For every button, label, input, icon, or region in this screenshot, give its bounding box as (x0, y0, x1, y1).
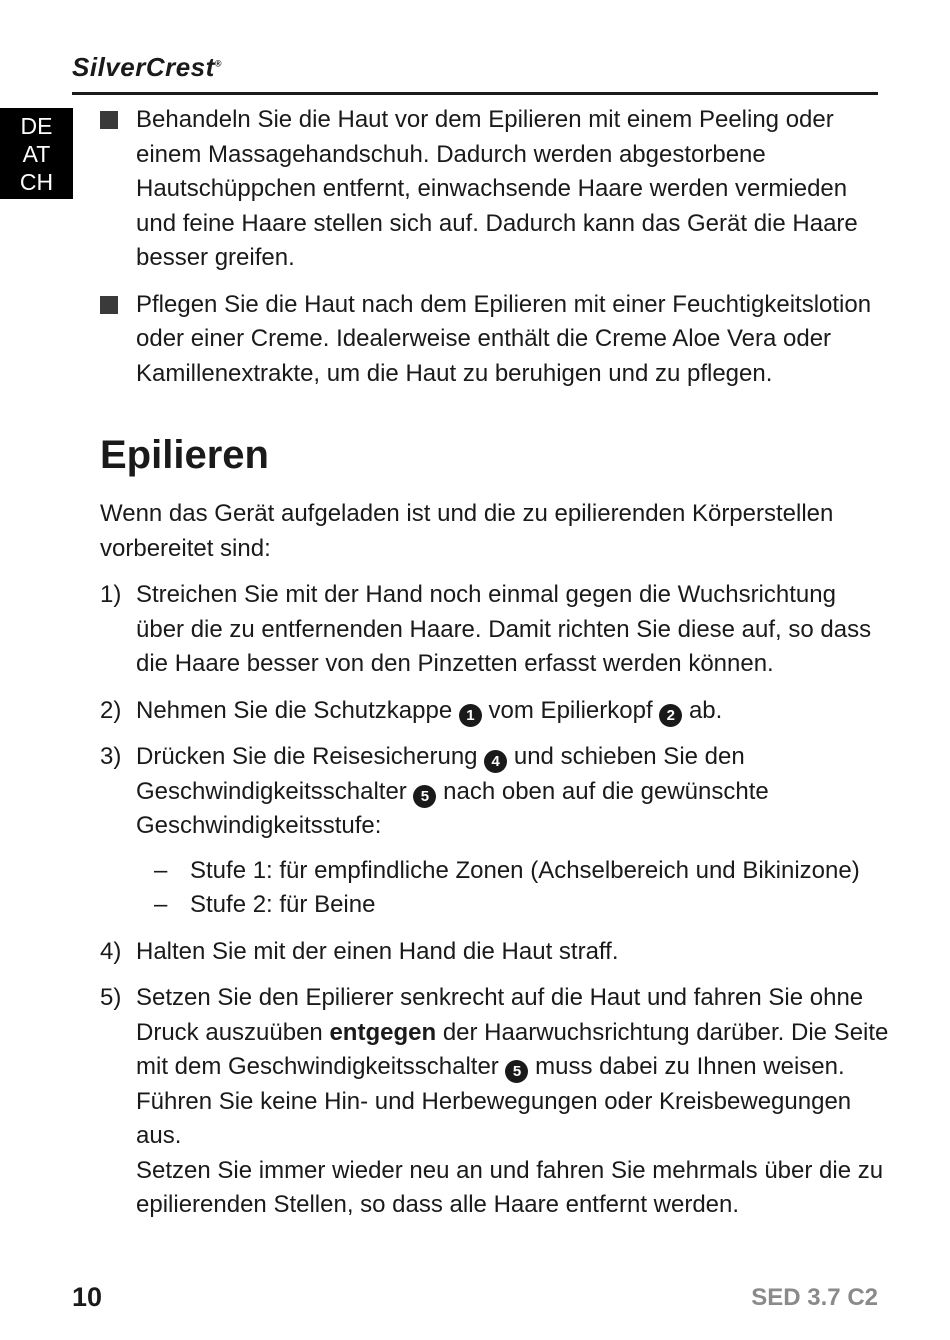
section-intro: Wenn das Gerät aufgeladen ist und die zu epilierenden Körperstellen vorbereitet sind: (100, 500, 834, 562)
step-text: und schieben Sie den Geschwindigkeitsschalter (136, 743, 745, 805)
model-number: SED 3.7 C2 (751, 1284, 878, 1311)
lang-at: AT (22, 141, 51, 167)
bullet-item (100, 288, 890, 392)
bullet-item (100, 103, 890, 276)
step-text: nach oben auf die gewünschte Geschwindigkeitsstufe: (136, 777, 769, 839)
step-text: Drücken Sie die Reisesicherung (136, 743, 478, 770)
registered-mark: ® (214, 58, 222, 69)
step-number: 4) (100, 937, 122, 965)
dash-bullet: – (154, 856, 168, 884)
lang-de: DE (20, 113, 53, 139)
step-3 (100, 740, 890, 923)
step-number: 3) (100, 743, 122, 770)
page-number: 10 (72, 1282, 103, 1312)
step-text: vom Epilierkopf (488, 696, 653, 724)
language-tab (0, 108, 73, 199)
speed-level-text: Stufe 1: für empfindliche Zonen (Achselbereich und Bikinizone) (190, 856, 860, 884)
bullet-text: Behandeln Sie die Haut vor dem Epilieren mit einem Peeling oder einem Massagehandschuh. Dadurch werden abgestorbene Hautschüppchen entfernt, einwachsende Haare werden vermieden und feine Haare stellen sich auf. Dadurch kann das Gerät die Haare besser greifen. (136, 106, 858, 271)
step-text: der Haarwuchsrichtung darüber. Die Seite mit dem Geschwindigkeitsschalter (136, 1018, 889, 1080)
step-4 (100, 935, 890, 970)
reference-number-icon: 5 (505, 1060, 528, 1083)
step-text: Streichen Sie mit der Hand noch einmal gegen die Wuchsrichtung über die zu entfernenden Haare. Damit richten Sie diese auf, so dass die Haare besser von den Pinzetten erfasst werden können. (136, 581, 872, 677)
reference-number-icon: 1 (459, 704, 482, 727)
speed-level-item (136, 854, 890, 889)
square-bullet-icon (100, 111, 118, 129)
dash-bullet: – (154, 891, 168, 918)
step-number: 5) (100, 984, 122, 1011)
step-number: 1) (100, 581, 122, 608)
page-content (100, 103, 890, 1235)
reference-number-icon: 4 (484, 750, 507, 773)
speed-level-text: Stufe 2: für Beine (190, 891, 376, 918)
brand-logo (72, 52, 222, 83)
reference-number-icon: 5 (413, 785, 436, 808)
section-title: Epilieren (100, 433, 269, 477)
step-continuation: Setzen Sie immer wieder neu an und fahren Sie mehrmals über die zu epilierenden Stellen, so dass alle Haare entfernt werden. (136, 1156, 884, 1218)
step-text: Nehmen Sie die Schutzkappe (136, 696, 453, 724)
step-text: muss dabei zu Ihnen weisen. Führen Sie keine Hin- und Herbewegungen oder Kreisbewegungen aus. (136, 1053, 852, 1149)
step-text: Setzen Sie den Epilierer senkrecht auf die Haut und fahren Sie ohne Druck auszuüben (136, 984, 864, 1046)
reference-number-icon: 2 (659, 704, 682, 727)
step-2 (100, 694, 890, 729)
step-5 (100, 981, 890, 1223)
header-rule (72, 92, 878, 95)
step-text: ab. (688, 696, 723, 724)
speed-levels-list (136, 854, 890, 923)
step-text: Halten Sie mit der einen Hand die Haut straff. (136, 937, 619, 965)
square-bullet-icon (100, 296, 118, 314)
brand-name: SilverCrest (72, 52, 215, 82)
emphasis-text: entgegen (329, 1018, 437, 1046)
step-1 (100, 578, 890, 682)
bullet-text: Pflegen Sie die Haut nach dem Epilieren mit einer Feuchtigkeitslotion oder einer Creme. Idealerweise enthält die Creme Aloe Vera oder Kamillenextrakte, um die Haut zu beruhigen und zu pflegen. (136, 290, 872, 387)
speed-level-item (136, 888, 890, 923)
lang-ch: CH (19, 169, 54, 195)
step-number: 2) (100, 696, 122, 724)
